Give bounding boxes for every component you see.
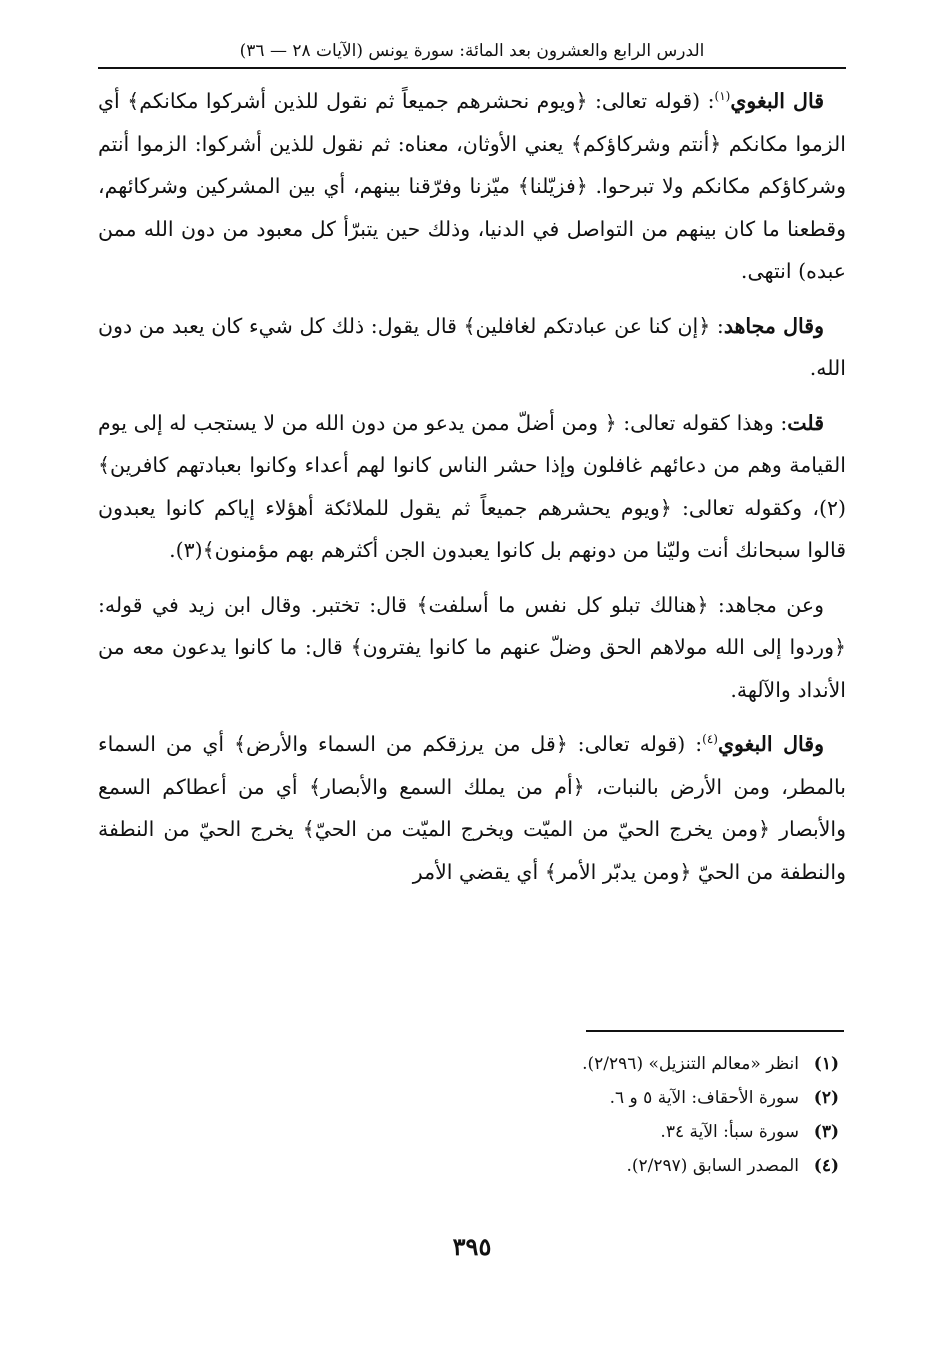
- paragraph-text: : (قوله تعالى: ﴿ويوم نحشرهم جميعاً ثم نقول للذين أشركوا مكانكم﴾ أي الزموا مكانكم ﴿أنتم وشركاؤكم﴾ يعني الأوثان، معناه: ثم نقول للذين أشركوا: الزموا أنتم وشركاؤكم مكانكم ولا تبرحوا. ﴿فزيّلنا﴾ ميّزنا وفرّقنا بينهم، أي بين المشركين وشركائهم، وقطعنا ما كان بينهم من التواصل في الدنيا، وذلك حين يتبرّأ كل معبود من دون الله ممن عبده) انتهى.: [98, 89, 846, 283]
- footnote-item: [98, 1047, 839, 1081]
- paragraph-text: وعن مجاهد: ﴿هنالك تبلو كل نفس ما أسلفت﴾ قال: تختبر. وقال ابن زيد في قوله: ﴿وردوا إلى الله مولاهم الحق وضلّ عنهم ما كانوا يفترون﴾ قال: ما كانوا يدعون معه من الأنداد والآلهة.: [98, 592, 846, 702]
- paragraph-mujahid: [98, 305, 846, 390]
- main-text: [98, 80, 846, 1010]
- paragraph-text: : (قوله تعالى: ﴿قل من يرزقكم من السماء والأرض﴾ أي من السماء بالمطر، ومن الأرض بالنبات، ﴿أم من يملك السمع والأبصار﴾ أي من أعطاكم السمع والأبصار ﴿ومن يخرج الحيّ من الميّت ويخرج الميّت من الحيّ﴾ يخرج الحيّ من النطفة والنطفة من الحيّ ﴿ومن يدبّر الأمر﴾ أي يقضي الأمر: [98, 732, 846, 884]
- paragraph-text: : وهذا كقوله تعالى: ﴿ ومن أضلّ ممن يدعو من دون الله من لا يستجب له إلى يوم القيامة وهم من دعائهم غافلون وإذا حشر الناس كانوا لهم أعداء وكانوا بعبادتهم كافرين﴾(٢)، وكقوله تعالى: ﴿ويوم يحشرهم جميعاً ثم يقول للملائكة أهؤلاء إياكم كانوا يعبدون قالوا سبحانك أنت وليّنا من دونهم بل كانوا يعبدون الجن أكثرهم بهم مؤمنون﴾(٣).: [98, 410, 846, 562]
- paragraph-baghawi-2: [98, 723, 846, 893]
- footnote-number: (١): [813, 1054, 839, 1074]
- footnote-text: سورة سبأ: الآية ٣٤.: [660, 1122, 799, 1142]
- paragraph-lead: وقال مجاهد: [723, 313, 824, 338]
- running-header: الدرس الرابع والعشرون بعد المائة: سورة يونس (الآيات ٢٨ — ٣٦): [239, 41, 705, 61]
- header-rule: [98, 67, 846, 69]
- footnote-item: [98, 1115, 839, 1149]
- footnote-marker: (٤): [702, 732, 718, 747]
- paragraph-text: : ﴿إن كنا عن عبادتكم لغافلين﴾ قال يقول: ذلك كل شيء كان يعبد من دون الله.: [98, 313, 846, 380]
- paragraph-baghawi-1: [98, 80, 846, 293]
- footnotes: [98, 1047, 839, 1183]
- paragraph-ibn-zayd: [98, 584, 846, 712]
- page-number: ٣٩٥: [452, 1232, 492, 1261]
- footnote-number: (٣): [813, 1122, 839, 1142]
- footnote-number: (٢): [813, 1088, 839, 1108]
- footnote-number: (٤): [813, 1156, 839, 1176]
- footnote-rule: [586, 1030, 844, 1032]
- footnote-marker: (١): [714, 89, 731, 104]
- footnote-item: [98, 1081, 839, 1115]
- footnote-text: انظر «معالم التنزيل» (٢/٢٩٦).: [582, 1054, 799, 1074]
- footnote-item: [98, 1149, 839, 1183]
- paragraph-qultu: [98, 402, 846, 572]
- paragraph-lead: قال البغوي: [730, 89, 824, 113]
- paragraph-lead: قلت: [787, 410, 824, 435]
- footnote-text: المصدر السابق (٢/٢٩٧).: [626, 1156, 799, 1176]
- paragraph-lead: وقال البغوي: [717, 732, 824, 756]
- footnote-text: سورة الأحقاف: الآية ٥ و ٦.: [609, 1088, 799, 1108]
